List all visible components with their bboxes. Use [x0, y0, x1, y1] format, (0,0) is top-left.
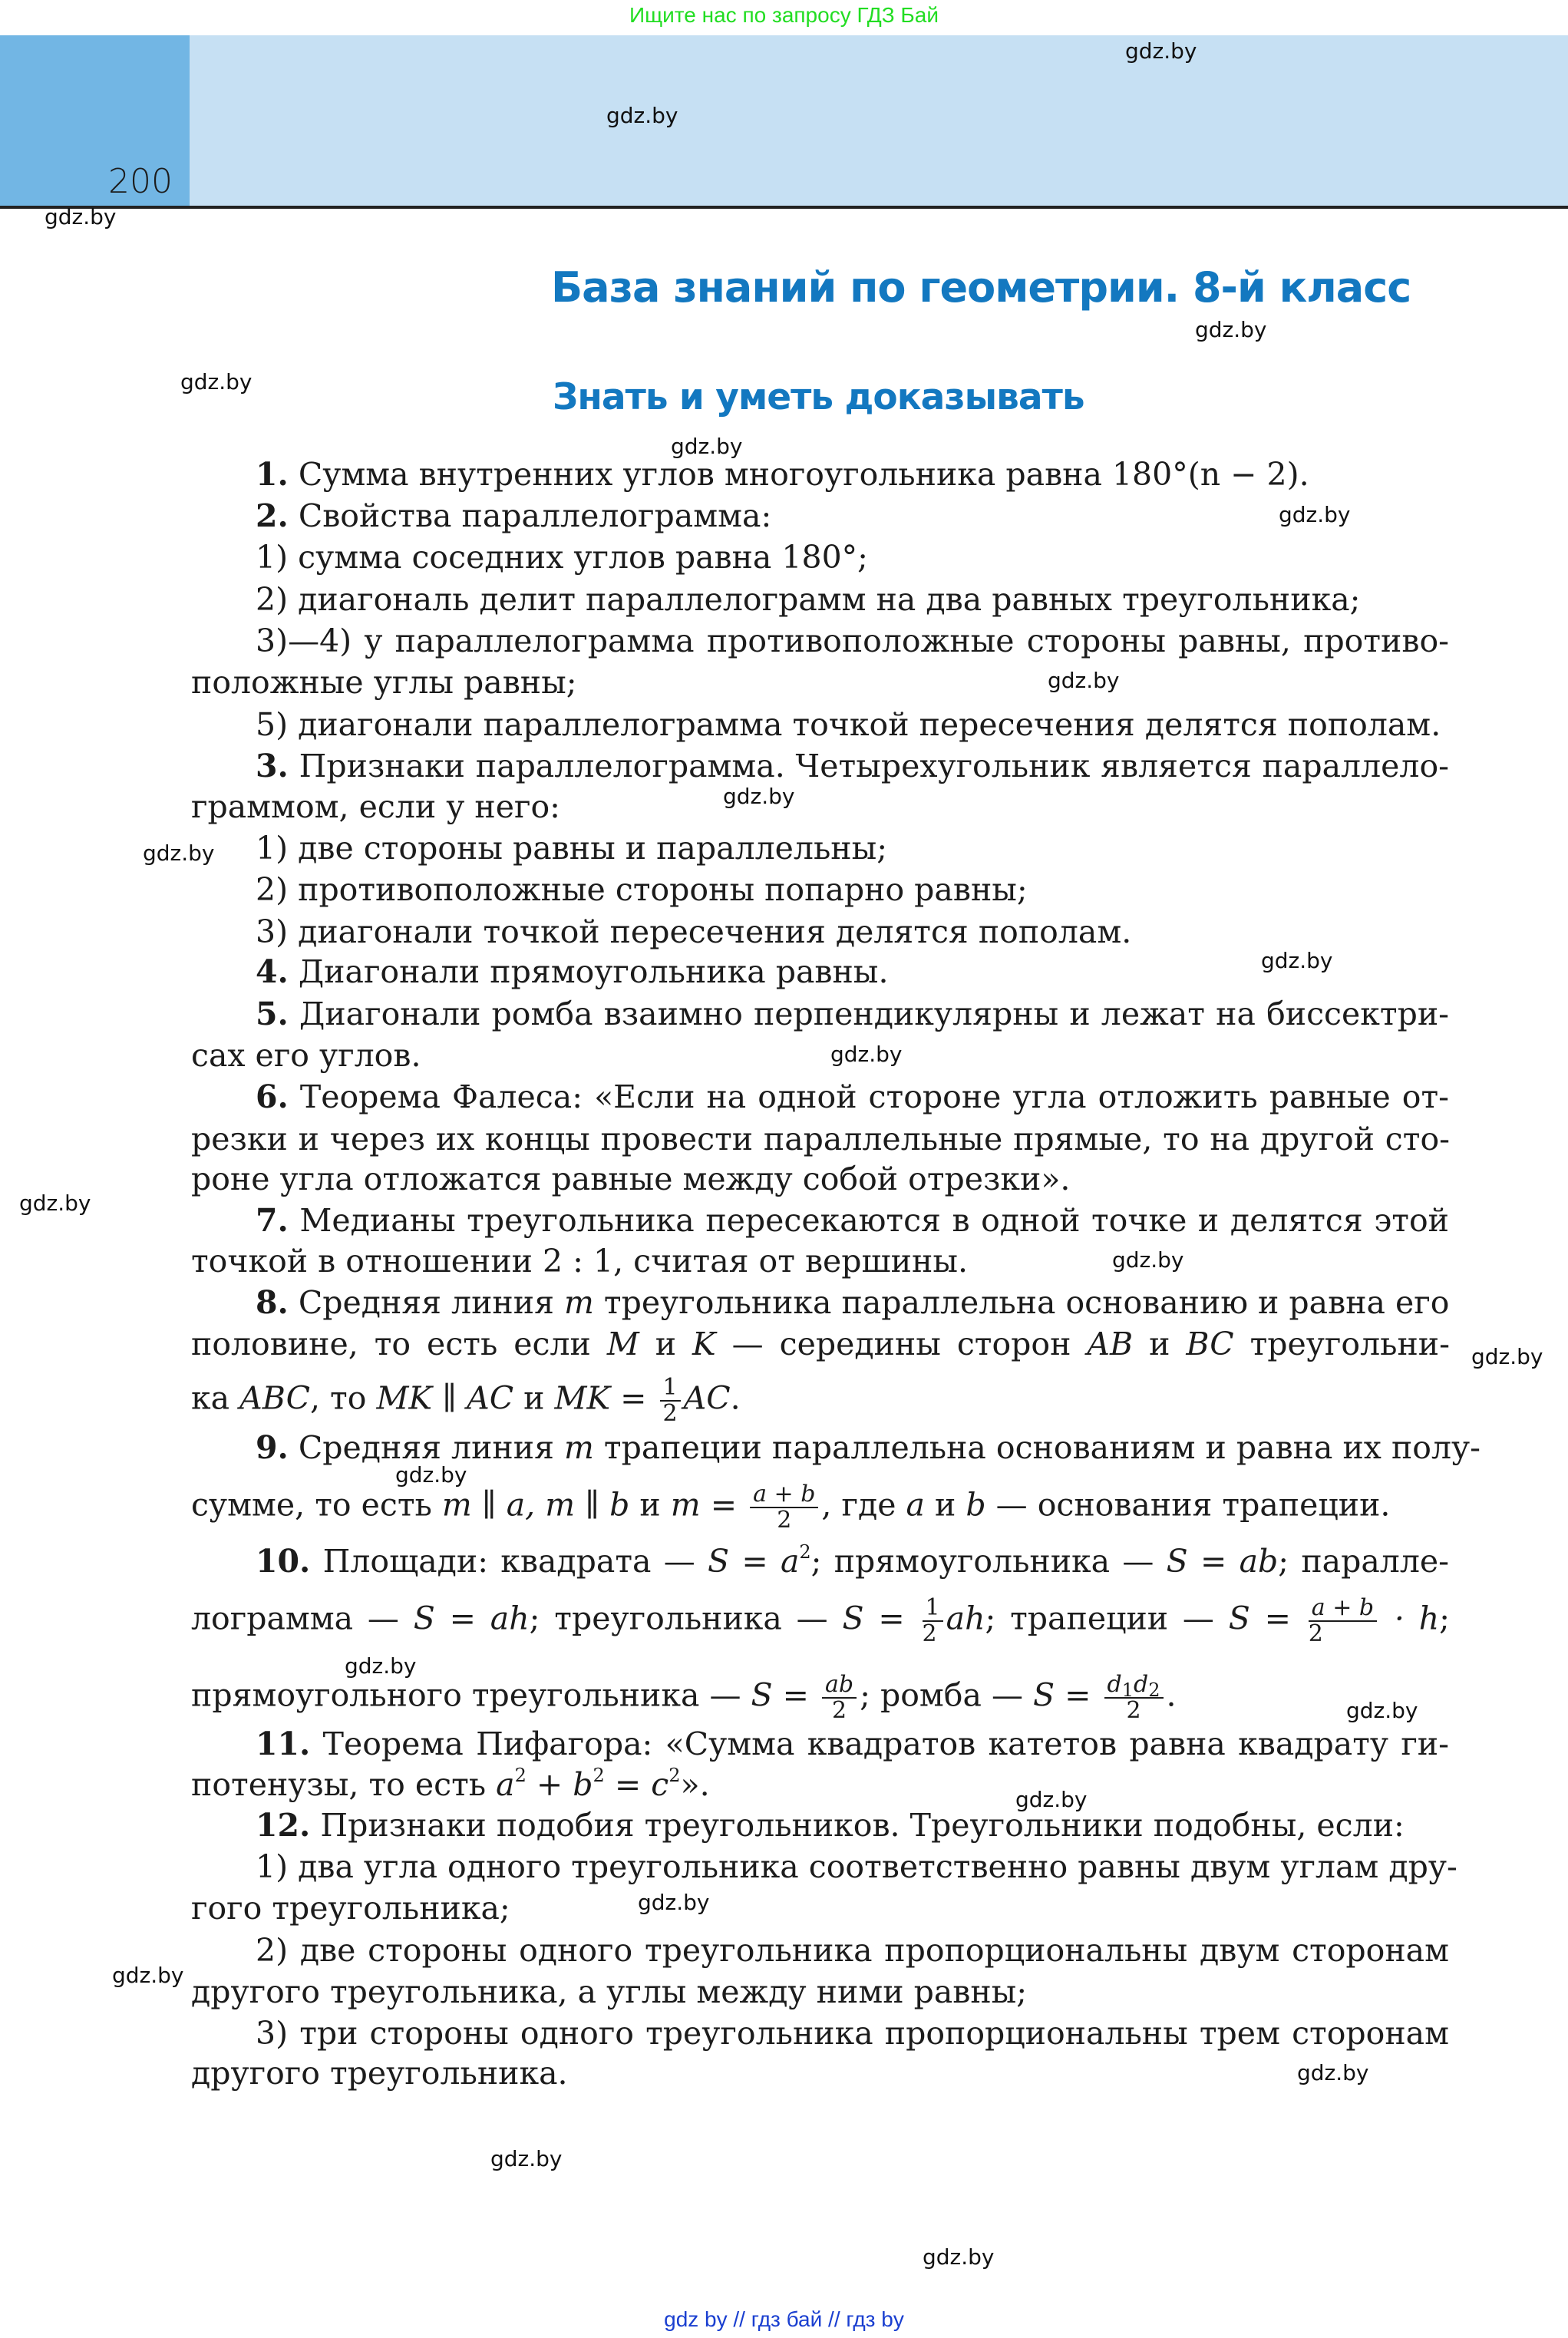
line-text: Диагонали ромба взаимно перпендикулярны и лежат на биссектри- [288, 996, 1449, 1032]
line-text: 3) три стороны одного треугольника пропорциональны трем сторонам [256, 2015, 1449, 2052]
math-expression: m ∥ a, m ∥ b [441, 1486, 630, 1524]
text: ка [191, 1379, 240, 1417]
denominator: 2 [1308, 1620, 1323, 1647]
text-line [256, 454, 1309, 495]
watermark-text: gdz.by [638, 1890, 710, 1915]
text-line [256, 579, 1360, 620]
numerator: 1 [660, 1375, 681, 1402]
watermark-text: gdz.by [112, 1963, 184, 1988]
line-text: гого треугольника; [191, 1890, 510, 1927]
math-var: BC [1186, 1326, 1234, 1362]
watermark-text: gdz.by [345, 1653, 417, 1679]
line-text: Признаки параллелограмма. Четырехугольник является параллело- [288, 748, 1449, 784]
text: , то [309, 1379, 377, 1417]
subscript: 1 [1121, 1679, 1134, 1701]
text: ». [680, 1766, 710, 1803]
text-line [191, 662, 577, 703]
line-text: 2) противоположные стороны попарно равны; [256, 871, 1028, 908]
text: ; прямоугольника — [810, 1543, 1167, 1580]
fraction [923, 1596, 943, 1646]
text: ; треугольника — [529, 1600, 843, 1637]
text-line [256, 1805, 1405, 1846]
section-heading: Знать и уметь доказывать [553, 376, 1084, 418]
line-text: другого треугольника, а углы между ними равны; [191, 1973, 1028, 2010]
item-number: 1. [256, 456, 289, 493]
denominator: 2 [832, 1697, 847, 1724]
line-text: Признаки подобия треугольников. Треугольники подобны, если: [310, 1807, 1405, 1844]
exponent: 2 [799, 1541, 811, 1563]
line-text: Свойства параллелограмма: [288, 497, 772, 534]
text-line [191, 1240, 968, 1282]
exponent: 2 [593, 1765, 605, 1786]
math-var: ah [946, 1600, 985, 1637]
page-number: 200 [108, 162, 173, 201]
watermark-text: gdz.by [923, 2244, 995, 2270]
text: потенузы, то есть [191, 1766, 497, 1803]
math-var: MK [376, 1379, 433, 1417]
line-text: Диагонали прямоугольника равны. [288, 953, 889, 990]
denominator: 2 [922, 1620, 937, 1647]
text-line [191, 1118, 1450, 1160]
line-text: граммом, если у него: [191, 788, 560, 825]
footer-links-text: gdz by // гдз бай // гдз by [664, 2307, 904, 2331]
watermark-text: gdz.by [45, 204, 117, 230]
math-var: d [1107, 1671, 1122, 1698]
item-number: 11. [256, 1725, 311, 1762]
text: ; трапеции — [985, 1600, 1229, 1637]
line-text: сах его углов. [191, 1037, 421, 1074]
watermark-text: gdz.by [723, 784, 795, 809]
fraction [750, 1482, 818, 1533]
text: прямоугольного треугольника — [191, 1676, 751, 1714]
watermark-text: gdz.by [143, 840, 215, 866]
plus-sign: + [526, 1766, 573, 1803]
denominator: 2 [662, 1400, 678, 1427]
text-line [191, 1887, 510, 1929]
math-var: ABC [239, 1379, 310, 1417]
text: треугольника параллельна основанию и равна его [593, 1284, 1450, 1321]
math-var: K [692, 1326, 716, 1362]
math-var: b [573, 1766, 593, 1803]
text: сумме, то есть [191, 1486, 442, 1524]
text: — основания трапеции. [985, 1486, 1391, 1524]
math-var: AC [467, 1379, 514, 1417]
numerator: ab [822, 1673, 857, 1699]
item-10-line-3 [191, 1671, 1177, 1724]
item-11-line-2 [191, 1764, 710, 1805]
line-text: 3)—4) у параллелограмма противоположные стороны равны, противо- [256, 622, 1449, 659]
watermark-text: gdz.by [1015, 1787, 1088, 1812]
text-line [256, 993, 1449, 1035]
line-text: роне угла отложатся равные между собой отрезки». [191, 1161, 1071, 1197]
header-rule [0, 206, 1568, 209]
equals-sign: = [604, 1766, 652, 1803]
item-10-line-1 [256, 1541, 1449, 1582]
text-line [256, 537, 868, 578]
text: . [730, 1379, 741, 1417]
page-title: База знаний по геометрии. 8-й класс [551, 263, 1411, 312]
watermark-text: gdz.by [1195, 317, 1267, 342]
formula-triangle: S = [842, 1600, 919, 1637]
line-text: Теорема Фалеса: «Если на одной стороне угла отложить равные от- [288, 1078, 1449, 1115]
math-var: m [563, 1284, 594, 1321]
text: — середины сторон [715, 1326, 1088, 1362]
item-9-line-2 [191, 1481, 1391, 1534]
exponent: 2 [668, 1765, 681, 1786]
watermark-text: gdz.by [606, 103, 678, 128]
text: и [629, 1486, 671, 1524]
item-number: 5. [256, 996, 289, 1032]
text-line [256, 620, 1449, 662]
text: Площади: квадрата — [310, 1543, 708, 1580]
item-number: 9. [256, 1429, 289, 1466]
text: треугольни- [1233, 1326, 1450, 1362]
math-var: · h [1380, 1600, 1440, 1637]
item-8-line-2 [191, 1323, 1450, 1365]
item-number: 6. [256, 1078, 289, 1115]
text-line [256, 2013, 1449, 2054]
text: Средняя линия [288, 1429, 564, 1466]
text: лограмма — [191, 1600, 414, 1637]
watermark-text: gdz.by [830, 1042, 903, 1067]
line-text: точкой в отношении 2 : 1, считая от вершины. [191, 1243, 968, 1280]
numerator: a + b [750, 1482, 818, 1508]
text-line [256, 704, 1441, 745]
numerator: a + b [1309, 1596, 1377, 1622]
item-8-line-3 [191, 1374, 741, 1427]
text-line [256, 911, 1131, 953]
formula-rectangle: S = ab [1166, 1543, 1279, 1580]
math-var: AB [1087, 1326, 1134, 1362]
text: половине, то есть если [191, 1326, 607, 1362]
text: и [924, 1486, 966, 1524]
item-10-line-2 [191, 1594, 1450, 1647]
header-band [0, 35, 1568, 207]
parallel-sign: ∥ [432, 1379, 467, 1417]
text-line [191, 2052, 568, 2094]
watermark-text: gdz.by [1112, 1247, 1184, 1273]
watermark-text: gdz.by [180, 369, 253, 395]
line-text: резки и через их концы провести параллельные прямые, то на другой сто- [191, 1121, 1450, 1157]
math-var: M [606, 1326, 639, 1362]
watermark-text: gdz.by [1471, 1344, 1543, 1369]
text-line [256, 1076, 1449, 1118]
math-var: m [563, 1429, 594, 1466]
watermark-text: gdz.by [19, 1190, 91, 1216]
text-line [256, 951, 888, 992]
text-line [256, 745, 1449, 787]
text: и [1133, 1326, 1187, 1362]
math-var: m [670, 1486, 701, 1524]
text-line [256, 1200, 1449, 1241]
math-var: a [496, 1766, 515, 1803]
line-text: 1) сумма соседних углов равна 180°; [256, 539, 868, 576]
text: ; [1439, 1600, 1450, 1637]
math-var: c [651, 1766, 669, 1803]
numerator: 1 [923, 1596, 943, 1622]
line-text: другого треугольника. [191, 2055, 568, 2092]
formula-right-triangle: S = [751, 1676, 820, 1714]
fraction [1104, 1673, 1164, 1723]
exponent: 2 [514, 1765, 527, 1786]
watermark-text: gdz.by [1048, 668, 1120, 693]
fraction [1309, 1596, 1377, 1646]
item-8-line-1 [256, 1282, 1449, 1323]
text-line [256, 1723, 1449, 1765]
watermark-text: gdz.by [1125, 38, 1197, 64]
text-line [191, 1158, 1070, 1200]
watermark-text: gdz.by [490, 2146, 563, 2171]
denominator: 2 [1126, 1697, 1141, 1724]
line-text: 3) диагонали точкой пересечения делятся пополам. [256, 913, 1132, 950]
watermark-text: gdz.by [1261, 948, 1333, 973]
item-number: 12. [256, 1807, 311, 1844]
watermark-text: gdz.by [671, 434, 743, 459]
subscript: 2 [1148, 1679, 1160, 1701]
formula-parallelogram: S = ah [413, 1600, 530, 1637]
fraction [660, 1375, 681, 1426]
fraction [822, 1673, 857, 1723]
text: , где [821, 1486, 906, 1524]
math-var: b [966, 1486, 986, 1524]
item-number: 7. [256, 1202, 289, 1239]
item-number: 3. [256, 748, 289, 784]
line-text: Медианы треугольника пересекаются в одной точке и делятся этой [288, 1202, 1449, 1239]
text: ; паралле- [1278, 1543, 1450, 1580]
text-line [256, 495, 771, 537]
watermark-text: gdz.by [1297, 2060, 1369, 2085]
text: ; ромба — [860, 1676, 1033, 1714]
line-text: положные углы равны; [191, 664, 577, 701]
text-line [256, 869, 1028, 910]
math-var: d [1134, 1671, 1149, 1698]
text-line [191, 1035, 421, 1076]
formula-square: S = a [708, 1543, 800, 1580]
equals-sign: = [610, 1379, 657, 1417]
text-line [256, 1846, 1457, 1887]
line-text: 5) диагонали параллелограмма точкой пересечения делятся пополам. [256, 706, 1441, 743]
line-text: 1) две стороны равны и параллельны; [256, 830, 888, 867]
text-line [256, 827, 887, 869]
top-banner-text: Ищите нас по запросу ГДЗ Бай [629, 3, 939, 27]
text: и [639, 1326, 693, 1362]
watermark-text: gdz.by [395, 1462, 467, 1488]
line-text: 1) два угла одного треугольника соответственно равны двум углам дру- [256, 1848, 1457, 1885]
formula-rhombus: S = [1033, 1676, 1101, 1714]
item-number: 2. [256, 497, 289, 534]
line-text: Сумма внутренних углов многоугольника равна 180°(n − 2). [288, 456, 1309, 493]
item-number: 10. [256, 1543, 311, 1580]
text-line [256, 1930, 1449, 1971]
text: трапеции параллельна основаниям и равна их полу- [593, 1429, 1481, 1466]
watermark-text: gdz.by [1346, 1698, 1418, 1723]
item-number: 4. [256, 953, 289, 990]
watermark-text: gdz.by [1279, 502, 1351, 527]
denominator: 2 [777, 1507, 792, 1534]
text: Средняя линия [288, 1284, 564, 1321]
text: и [513, 1379, 555, 1417]
text-line [191, 1971, 1027, 2013]
math-var: a [906, 1486, 925, 1524]
line-text: Теорема Пифагора: «Сумма квадратов катетов равна квадрату ги- [310, 1725, 1449, 1762]
line-text: 2) диагональ делит параллелограмм на два равных треугольника; [256, 581, 1361, 618]
text: . [1166, 1676, 1177, 1714]
text-line [191, 786, 560, 827]
page-number-block [0, 35, 190, 207]
equals-sign: = [700, 1486, 748, 1524]
numerator [1104, 1673, 1164, 1699]
line-text: 2) две стороны одного треугольника пропорциональны двум сторонам [256, 1932, 1449, 1969]
math-var: AC [683, 1379, 731, 1417]
formula-trapezoid: S = [1228, 1600, 1306, 1637]
math-var: MK [554, 1379, 611, 1417]
item-number: 8. [256, 1284, 289, 1321]
